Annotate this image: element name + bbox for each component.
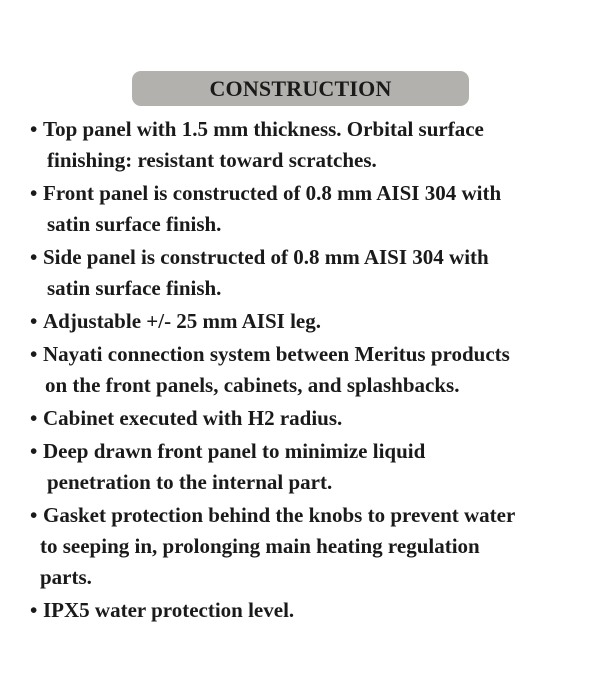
spec-item-ipx5-protection: [30, 595, 590, 626]
spec-item-gasket-protection: [30, 500, 590, 593]
spec-text-line: IPX5 water protection level.: [43, 598, 295, 622]
bullet-icon: •: [30, 181, 38, 205]
spec-item-top-panel: [30, 114, 590, 176]
spec-item-connection-system: [30, 339, 590, 401]
bullet-icon: •: [30, 406, 38, 430]
section-title: CONSTRUCTION: [209, 75, 392, 101]
spec-item-cabinet-radius: [30, 403, 590, 434]
spec-text-line: Nayati connection system between Meritus products: [43, 342, 510, 366]
construction-spec-list: [30, 114, 590, 628]
spec-text-line: to seeping in, prolonging main heating regulation: [40, 534, 480, 558]
spec-item-deep-drawn-panel: [30, 436, 590, 498]
spec-item-side-panel: [30, 242, 590, 304]
bullet-icon: •: [30, 342, 38, 366]
spec-item-adjustable-leg: [30, 306, 590, 337]
bullet-icon: •: [30, 117, 38, 141]
bullet-icon: •: [30, 309, 38, 333]
spec-text-line: Adjustable +/- 25 mm AISI leg.: [43, 309, 321, 333]
spec-text-line: parts.: [40, 565, 92, 589]
bullet-icon: •: [30, 503, 38, 527]
spec-text-line: on the front panels, cabinets, and splashbacks.: [45, 373, 460, 397]
spec-text-line: Gasket protection behind the knobs to prevent water: [43, 503, 516, 527]
bullet-icon: •: [30, 598, 38, 622]
spec-text-line: satin surface finish.: [47, 212, 222, 236]
spec-text-line: Top panel with 1.5 mm thickness. Orbital surface: [43, 117, 484, 141]
spec-text-line: penetration to the internal part.: [47, 470, 333, 494]
section-header: [132, 71, 469, 106]
spec-item-front-panel: [30, 178, 590, 240]
spec-text-line: finishing: resistant toward scratches.: [47, 148, 377, 172]
spec-text-line: Deep drawn front panel to minimize liquid: [43, 439, 426, 463]
spec-text-line: Side panel is constructed of 0.8 mm AISI 304 with: [43, 245, 489, 269]
bullet-icon: •: [30, 439, 38, 463]
spec-text-line: satin surface finish.: [47, 276, 222, 300]
spec-text-line: Front panel is constructed of 0.8 mm AISI 304 with: [43, 181, 502, 205]
spec-text-line: Cabinet executed with H2 radius.: [43, 406, 343, 430]
bullet-icon: •: [30, 245, 38, 269]
